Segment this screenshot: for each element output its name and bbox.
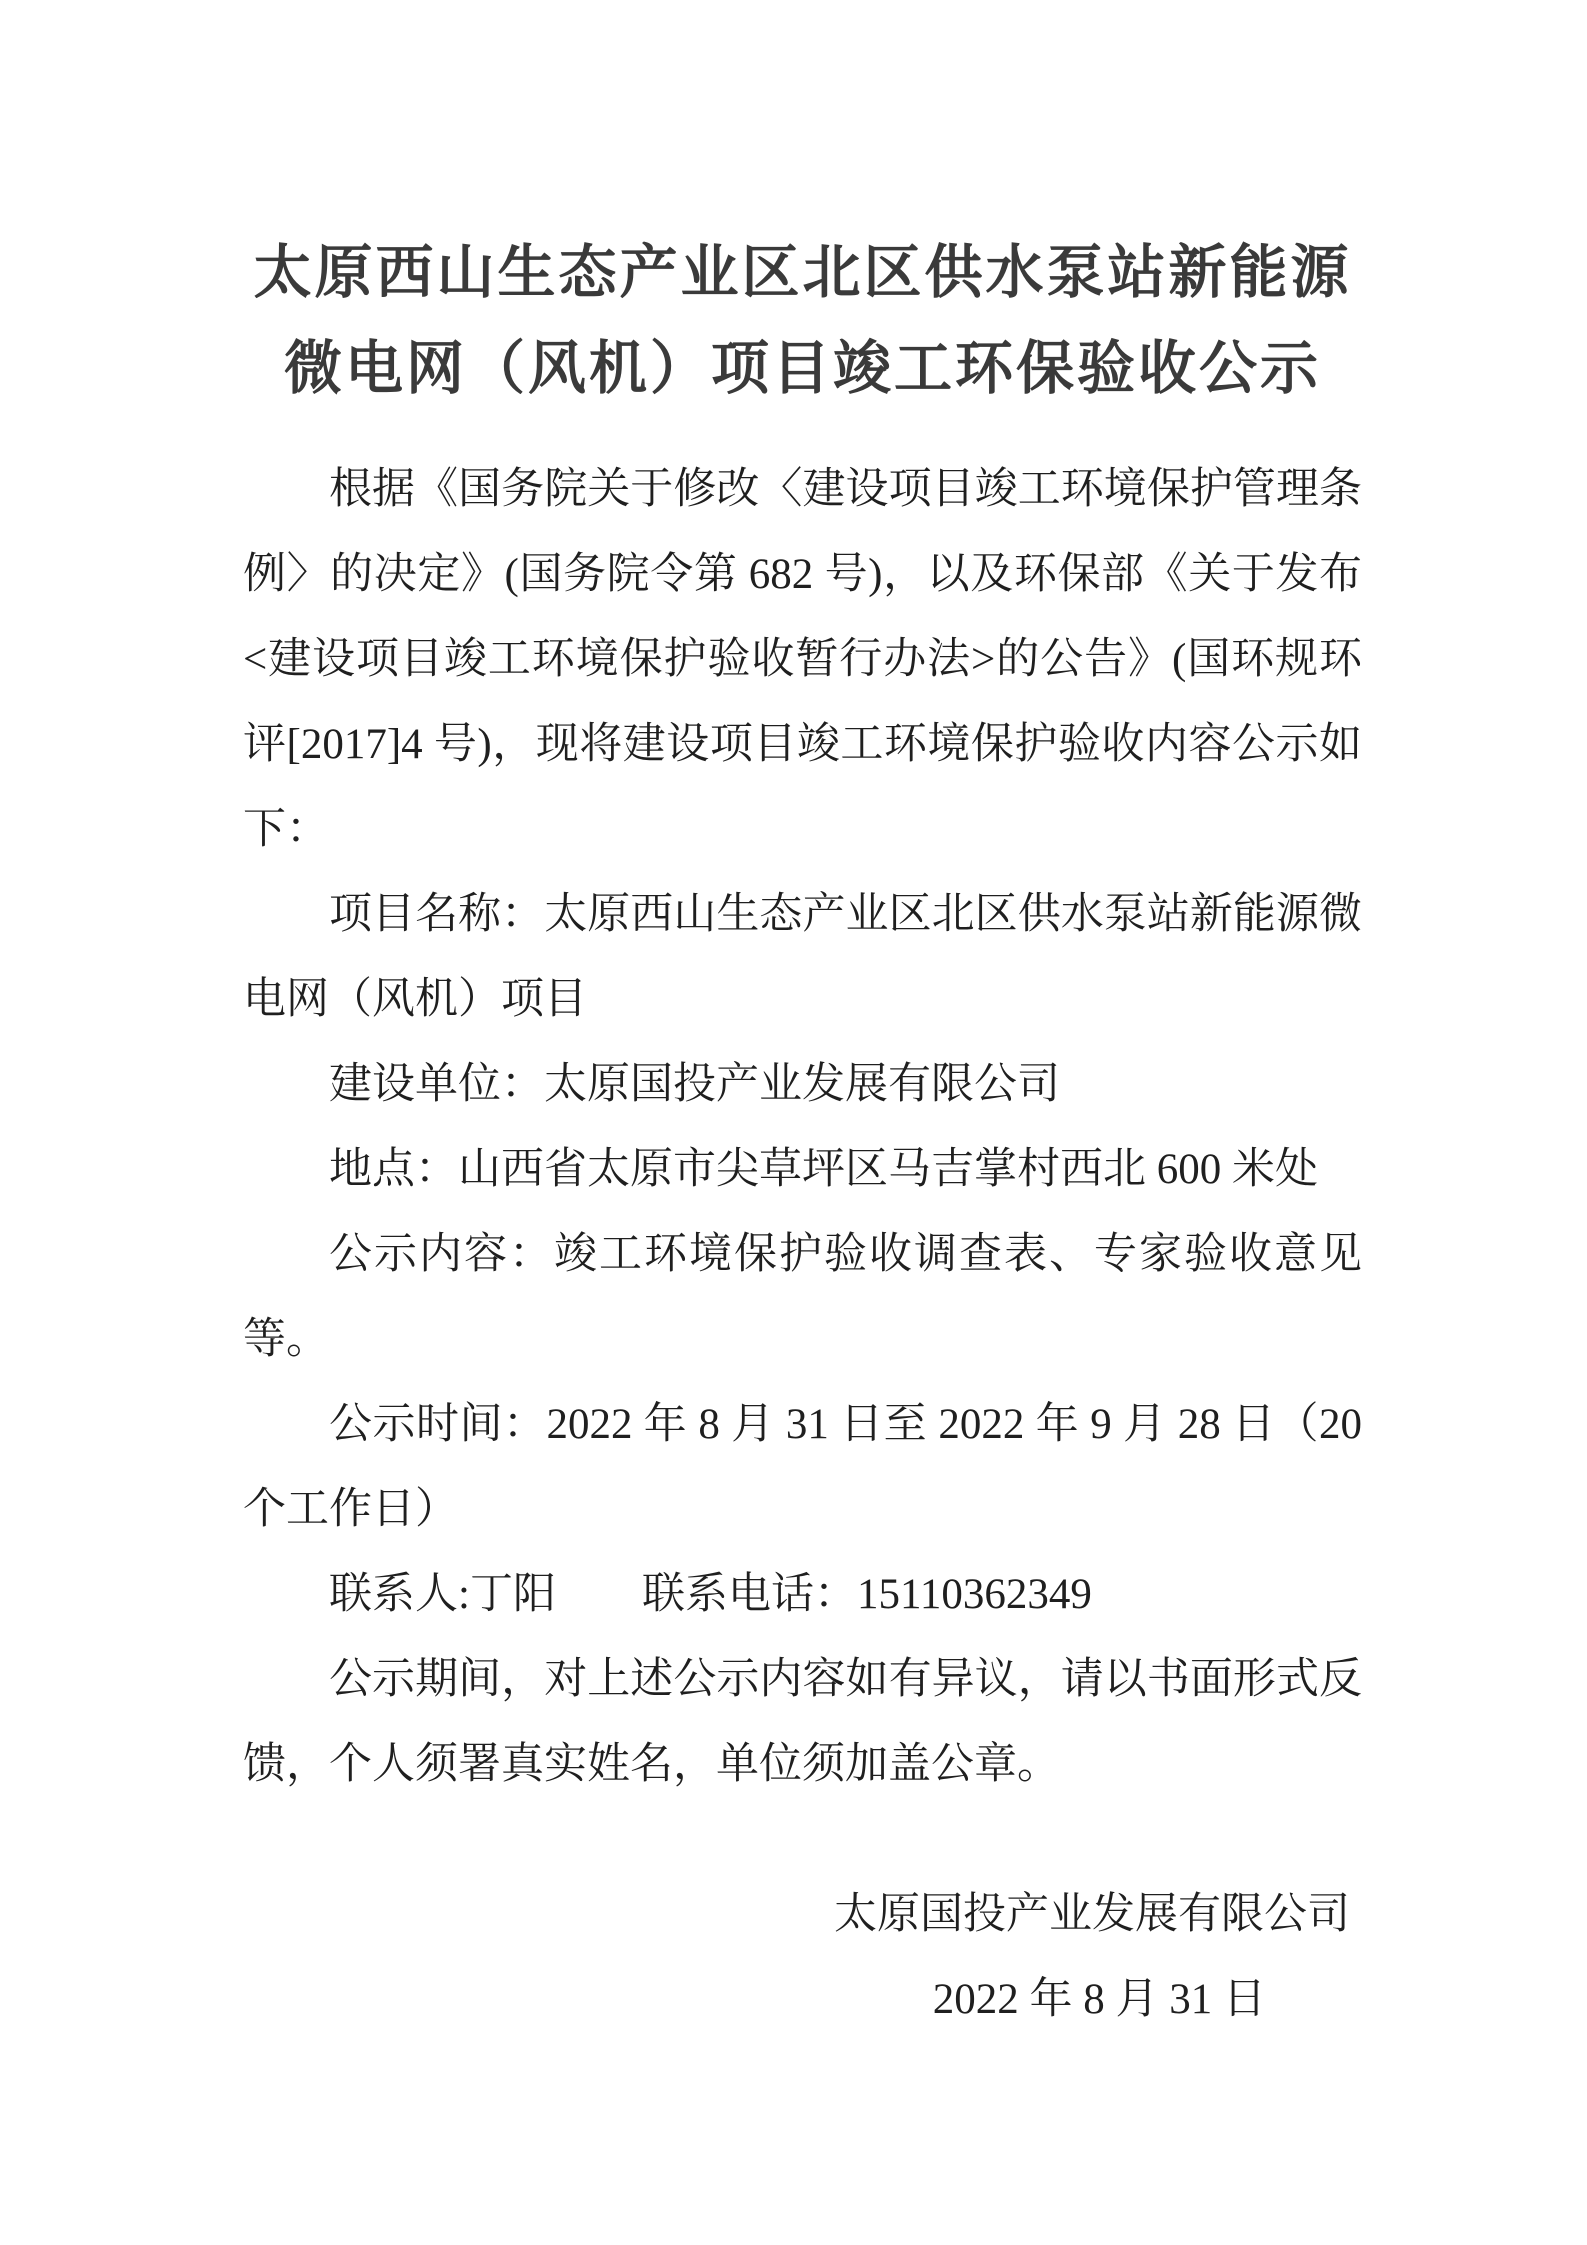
paragraph-publicity-period: 公示时间：2022 年 8 月 31 日至 2022 年 9 月 28 日（20 个工作日） <box>243 1401 1362 1533</box>
paragraph-legal-basis: 根据《国务院关于修改〈建设项目竣工环境保护管理条例〉的决定》(国务院令第 682 号)，以及环保部《关于发布<建设项目竣工环境保护验收暂行办法>的公告》(国环规环评[2017]4 号)，现将建设项目竣工环境保护验收内容公示如下： <box>243 466 1362 853</box>
paragraph-project-name: 项目名称：太原西山生态产业区北区供水泵站新能源微电网（风机）项目 <box>243 891 1362 1023</box>
paragraph-contact-info: 联系人:丁阳 联系电话：15110362349 <box>329 1571 1092 1618</box>
document-title-line-2: 微电网（风机）项目竣工环保验收公示 <box>283 336 1321 401</box>
signature-date: 2022 年 8 月 31 日 <box>932 1976 1266 2023</box>
document-title-line-1: 太原西山生态产业区北区供水泵站新能源 <box>253 240 1352 305</box>
signature-company: 太原国投产业发展有限公司 <box>834 1891 1350 1938</box>
paragraph-publicity-content: 公示内容：竣工环境保护验收调查表、专家验收意见等。 <box>243 1231 1362 1363</box>
signature-block <box>243 1872 1362 2042</box>
document-body <box>243 447 1362 1807</box>
document-title <box>243 225 1362 417</box>
paragraph-construction-unit: 建设单位：太原国投产业发展有限公司 <box>329 1061 1060 1108</box>
paragraph-location: 地点：山西省太原市尖草坪区马吉掌村西北 600 米处 <box>329 1146 1318 1193</box>
paragraph-feedback-instructions: 公示期间，对上述公示内容如有异议，请以书面形式反馈，个人须署真实姓名，单位须加盖公章。 <box>243 1656 1362 1788</box>
